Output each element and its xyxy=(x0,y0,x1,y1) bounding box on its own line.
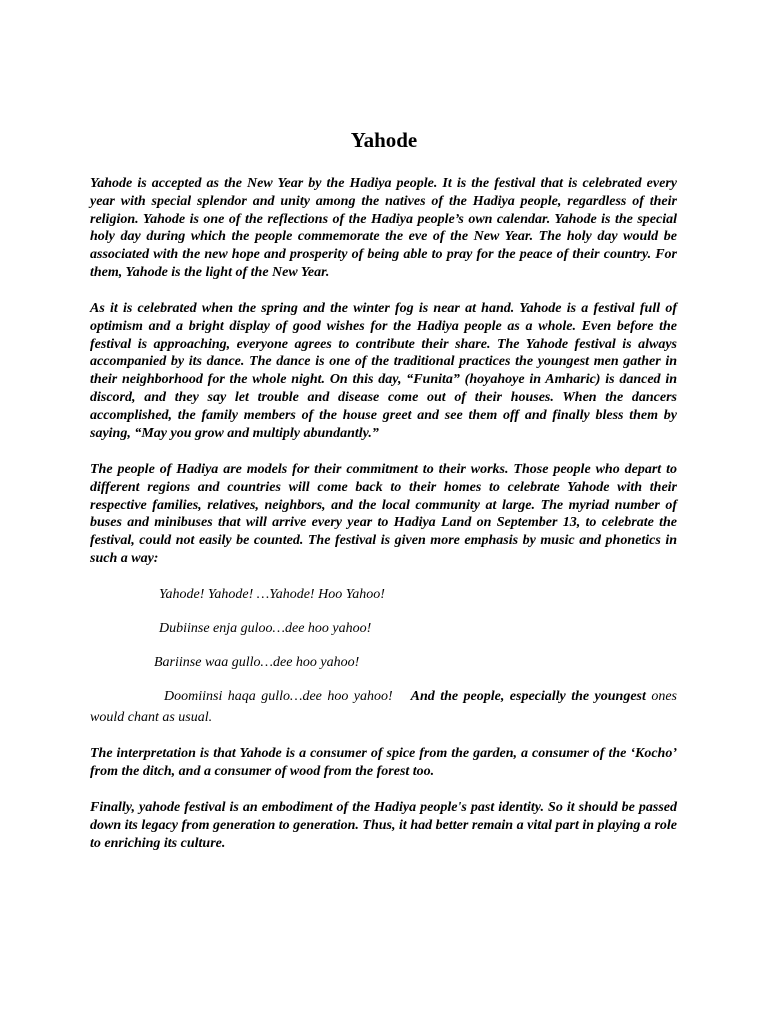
document-title: Yahode xyxy=(350,128,418,152)
paragraph-commitment: The people of Hadiya are models for their commitment to their works. Those people who depart to different regions and countries will come back to their homes to celebrate Yahode with their respective families, relatives, neighbors, and the local community at large. The myriad number of buses and minibuses that will arrive every year to Hadiya Land on September 13, to celebrate the festival, could not easily be counted. The festival is given more emphasis by music and phonetics in such a way: xyxy=(90,462,677,566)
paragraph-intro: Yahode is accepted as the New Year by the Hadiya people. It is the festival that is celebrated every year with special splendor and unity among the natives of the Hadiya people, regardless of their religion. Yahode is one of the reflections of the Hadiya people’s own calendar. Yahode is the special holy day during which the people commemorate the eve of the New Year. The holy day would be associated with the new hope and prosperity of being able to pray for the peace of their country. For them, Yahode is the light of the New Year. xyxy=(90,176,677,280)
chant-line-4: Doomiinsi haqa gullo…dee hoo yahoo! xyxy=(164,689,393,704)
chant-line-1: Yahode! Yahode! …Yahode! Hoo Yahoo! xyxy=(159,587,385,602)
chant-line-4-block xyxy=(90,686,677,728)
paragraph-conclusion: Finally, yahode festival is an embodiment of the Hadiya people's past identity. So it should be passed down its legacy from generation to generation. Thus, it had better remain a vital part in playing a role to enriching its culture. xyxy=(90,800,677,851)
chant-line-2: Dubiinse enja guloo…dee hoo yahoo! xyxy=(159,621,372,636)
chant-followup-normal: ones would chant as usual. xyxy=(90,689,678,725)
paragraph-interpretation: The interpretation is that Yahode is a consumer of spice from the garden, a consumer of the ‘Kocho’ from the ditch, and a consumer of wood from the forest too. xyxy=(90,746,677,779)
chant-followup-bold: And the people, especially the youngest xyxy=(410,689,646,704)
chant-line-3: Bariinse waa gullo…dee hoo yahoo! xyxy=(154,655,360,670)
paragraph-dance: As it is celebrated when the spring and the winter fog is near at hand. Yahode is a festival full of optimism and a bright display of good wishes for the Hadiya people as a whole. Even before the festival is approaching, everyone agrees to contribute their share. The Yahode festival is always accompanied by its dance. The dance is one of the traditional practices the youngest men gather in their neighborhood for the whole night. On this day, “Funita” (hoyahoye in Amharic) is danced in discord, and they say let trouble and disease come out of their houses. When the dancers accomplished, the family members of the house greet and see them off and finally bless them by saying, “May you grow and multiply abundantly.” xyxy=(90,301,677,441)
